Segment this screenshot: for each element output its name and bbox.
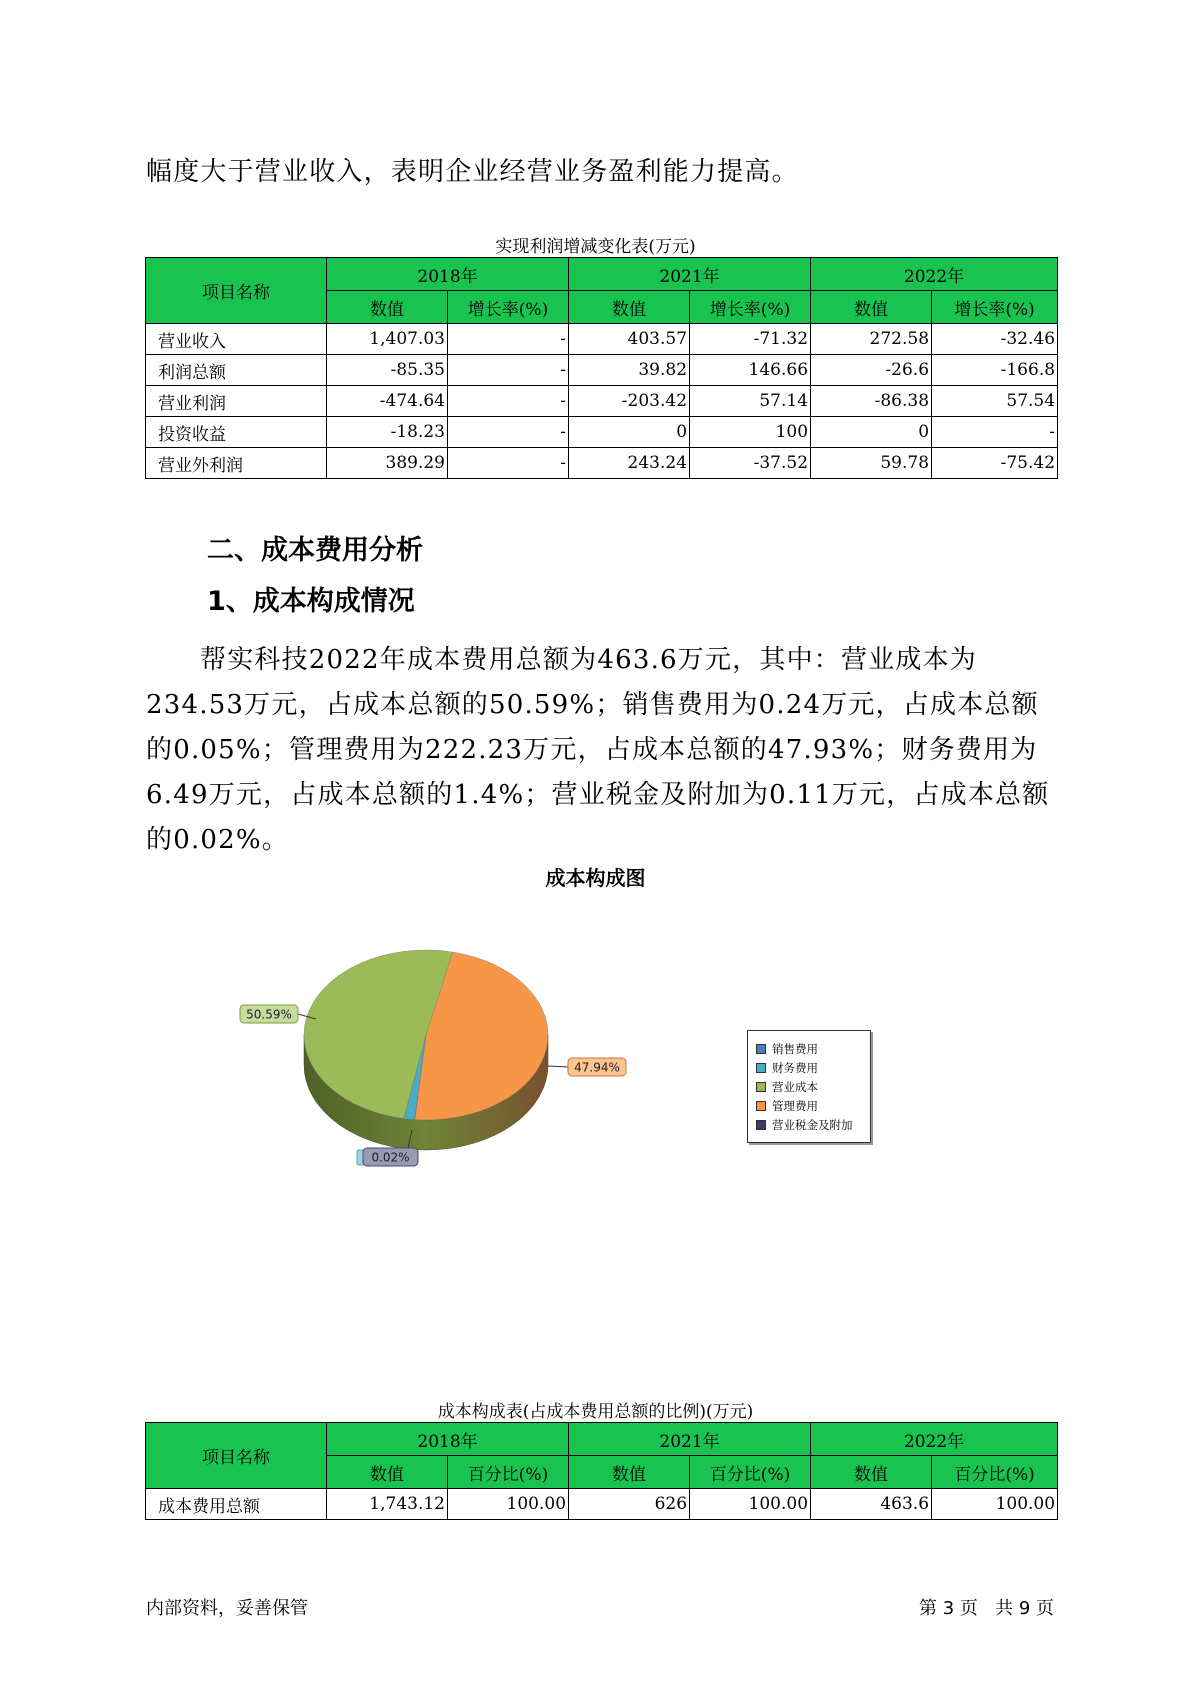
subheader-growth: 增长率(%) [690,291,811,324]
data-label-text: 0.02% [371,1150,410,1165]
legend-item [756,1039,870,1058]
subheader-value: 数值 [811,1456,932,1489]
table-cell: -86.38 [811,386,932,417]
footer-confidential: 内部资料，妥善保管 [146,1598,308,1619]
legend-swatch [756,1101,766,1111]
legend-swatch [756,1082,766,1092]
subheader-growth: 增长率(%) [932,291,1058,324]
subsection-heading: 1、成本构成情况 [207,586,415,617]
legend-item [756,1096,870,1115]
table-cell: - [932,417,1058,448]
table-cell: -85.35 [327,355,448,386]
cost-paragraph: 帮实科技2022年成本费用总额为463.6万元，其中：营业成本为234.53万元，占成本总额的50.59%；销售费用为0.24万元，占成本总额的0.05%；管理费用为222.23万元，占成本总额的47.93%；财务费用为6.49万元，占成本总额的1.4%；营业税金及附加为0.11万元，占成本总额的0.02%。 [146,645,1050,855]
table-cell: - [448,417,569,448]
subheader-value: 数值 [569,291,690,324]
table-cell: -75.42 [932,448,1058,479]
pie-slices [304,950,548,1120]
cost-table-caption: 成本构成表(占成本费用总额的比例)(万元) [437,1402,754,1422]
header-item-name: 项目名称 [146,258,327,324]
table-cell: 626 [569,1489,690,1520]
subheader-percent: 百分比(%) [448,1456,569,1489]
table-cell: 100.00 [690,1489,811,1520]
table-cell: - [448,355,569,386]
row-name: 成本费用总额 [146,1489,327,1520]
row-name: 投资收益 [146,417,327,448]
data-label-text: 47.94% [574,1060,620,1075]
header-year-2018: 2018年 [327,258,569,291]
legend-label: 营业税金及附加 [772,1117,853,1132]
table-cell: 389.29 [327,448,448,479]
profit-table-caption: 实现利润增减变化表(万元) [495,237,696,257]
table-cell: 243.24 [569,448,690,479]
data-label-operating-cost [240,1005,316,1023]
table-cell: 1,407.03 [327,324,448,355]
legend-item [756,1058,870,1077]
legend-swatch [756,1120,766,1130]
subheader-percent: 百分比(%) [932,1456,1058,1489]
table-cell: 272.58 [811,324,932,355]
chart-legend [747,1030,871,1143]
header-year-2021: 2021年 [569,1423,811,1456]
data-label-admin-expense [548,1058,626,1076]
table-cell: 100.00 [932,1489,1058,1520]
header-item-name: 项目名称 [146,1423,327,1489]
table-cell: -32.46 [932,324,1058,355]
section-heading: 二、成本费用分析 [207,535,423,566]
table-cell: -37.52 [690,448,811,479]
row-name: 营业外利润 [146,448,327,479]
table-cell: 0 [811,417,932,448]
subheader-value: 数值 [811,291,932,324]
legend-item [756,1115,870,1134]
legend-label: 管理费用 [772,1098,818,1113]
header-year-2022: 2022年 [811,258,1058,291]
subheader-growth: 增长率(%) [448,291,569,324]
row-name: 营业收入 [146,324,327,355]
legend-label: 财务费用 [772,1060,818,1075]
data-label-text: 50.59% [246,1007,292,1022]
subheader-value: 数值 [327,1456,448,1489]
data-label-leader [548,1066,568,1067]
table-cell: - [448,386,569,417]
table-cell: 57.54 [932,386,1058,417]
table-cell: 57.14 [690,386,811,417]
legend-swatch [756,1063,766,1073]
table-cell: -166.8 [932,355,1058,386]
table-cell: 100.00 [448,1489,569,1520]
subheader-value: 数值 [327,291,448,324]
table-row [146,1489,1058,1520]
table-cell: -26.6 [811,355,932,386]
table-cell: -474.64 [327,386,448,417]
table-cell: 146.66 [690,355,811,386]
table-cell: 59.78 [811,448,932,479]
table-header-row [146,1423,1058,1456]
header-year-2022: 2022年 [811,1423,1058,1456]
table-cell: -71.32 [690,324,811,355]
row-name: 营业利润 [146,386,327,417]
intro-paragraph: 幅度大于营业收入，表明企业经营业务盈利能力提高。 [146,157,799,187]
legend-label: 营业成本 [772,1079,818,1094]
chart-title: 成本构成图 [545,866,646,890]
table-cell: -18.23 [327,417,448,448]
table-cell: 100 [690,417,811,448]
table-cell: - [448,324,569,355]
subheader-percent: 百分比(%) [690,1456,811,1489]
page-number: 第 3 页 共 9 页 [919,1598,1054,1619]
header-year-2021: 2021年 [569,258,811,291]
table-cell: 39.82 [569,355,690,386]
legend-label: 销售费用 [772,1041,818,1056]
cost-table [145,1422,1058,1520]
table-cell: 1,743.12 [327,1489,448,1520]
table-cell: - [448,448,569,479]
subheader-value: 数值 [569,1456,690,1489]
row-name: 利润总额 [146,355,327,386]
header-year-2018: 2018年 [327,1423,569,1456]
table-cell: 463.6 [811,1489,932,1520]
table-cell: 403.57 [569,324,690,355]
legend-swatch [756,1044,766,1054]
table-cell: -203.42 [569,386,690,417]
legend-item [756,1077,870,1096]
table-cell: 0 [569,417,690,448]
